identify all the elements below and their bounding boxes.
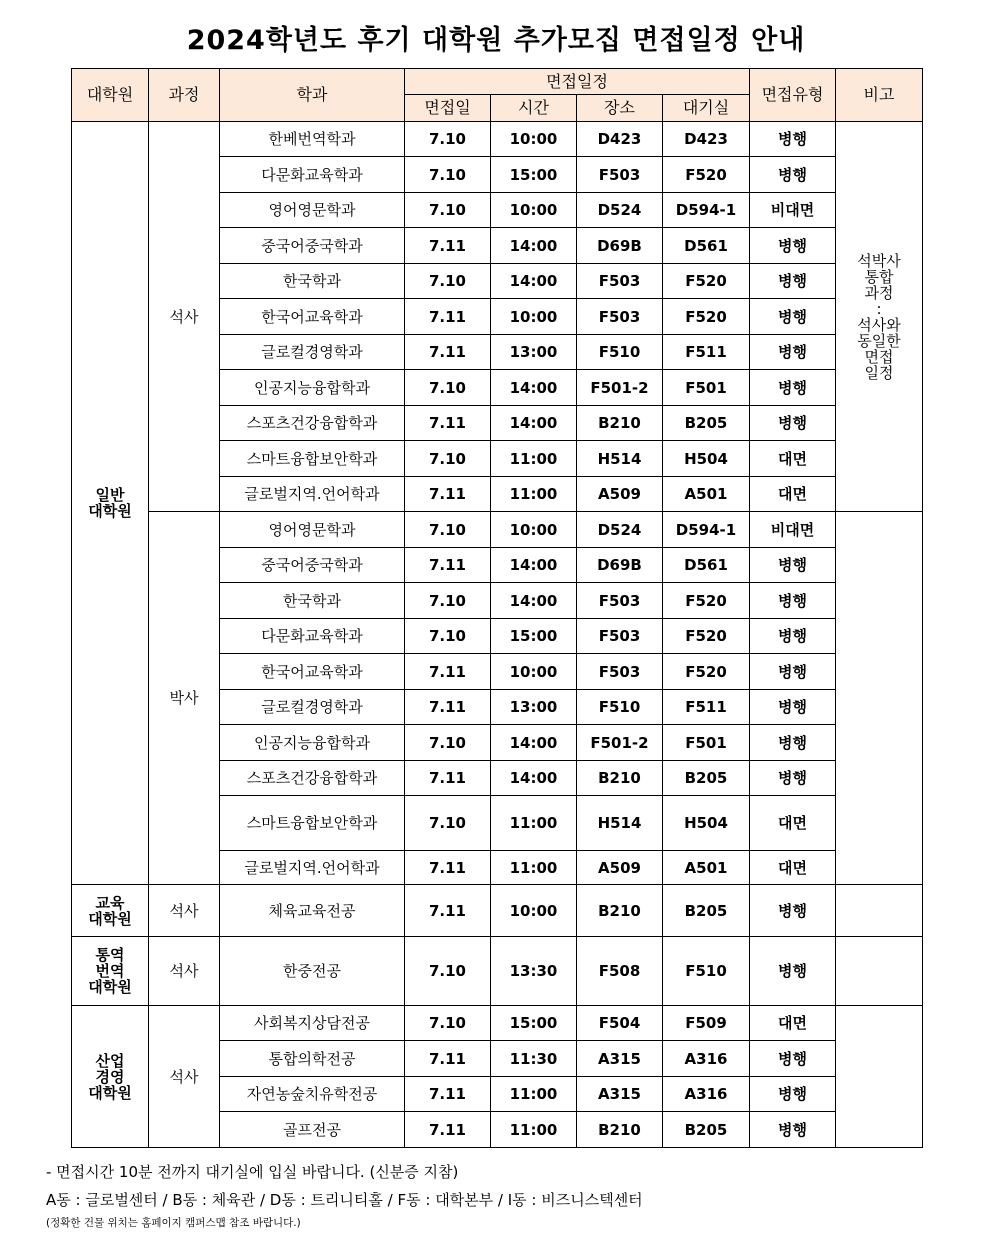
time-cell: 11:00 [491, 477, 577, 512]
interview-type-cell: 병행 [750, 548, 836, 583]
date-cell: 7.11 [405, 851, 491, 885]
waiting-room-cell: F520 [663, 299, 750, 335]
time-cell: 10:00 [491, 122, 577, 157]
footer-building-legend: A동 : 글로벌센터 / B동 : 체육관 / D동 : 트리니티홀 / F동 : 대학본부 / I동 : 비즈니스텍센터 [46, 1191, 643, 1209]
interview-type-cell: 병행 [750, 122, 836, 157]
waiting-room-cell: B205 [663, 885, 750, 937]
date-cell: 7.11 [405, 761, 491, 796]
time-cell: 11:00 [491, 441, 577, 477]
note-interpretation [836, 937, 923, 1006]
dept-cell: 인공지능융합학과 [220, 725, 405, 761]
waiting-room-cell: D594-1 [663, 193, 750, 228]
waiting-room-cell: D561 [663, 548, 750, 583]
page-title: 2024학년도 후기 대학원 추가모집 면접일정 안내 [186, 25, 806, 56]
time-cell: 10:00 [491, 299, 577, 335]
time-cell: 10:00 [491, 193, 577, 228]
time-cell: 14:00 [491, 406, 577, 441]
footer-note-checkin: - 면접시간 10분 전까지 대기실에 입실 바랍니다. (신분증 지참) [46, 1163, 459, 1181]
interview-type-cell: 병행 [750, 761, 836, 796]
time-cell: 13:00 [491, 690, 577, 725]
date-cell: 7.10 [405, 583, 491, 619]
time-cell: 14:00 [491, 583, 577, 619]
date-cell: 7.11 [405, 299, 491, 335]
dept-cell: 다문화교육학과 [220, 619, 405, 654]
place-cell: B210 [577, 885, 663, 937]
place-cell: B210 [577, 406, 663, 441]
date-cell: 7.11 [405, 1077, 491, 1112]
waiting-room-cell: B205 [663, 406, 750, 441]
grad-school-education: 교육 대학원 [72, 885, 149, 937]
time-cell: 13:00 [491, 335, 577, 370]
interview-type-cell: 병행 [750, 370, 836, 406]
interview-type-cell: 병행 [750, 583, 836, 619]
waiting-room-cell: F520 [663, 157, 750, 193]
time-cell: 14:00 [491, 228, 577, 264]
place-cell: F510 [577, 335, 663, 370]
time-cell: 14:00 [491, 725, 577, 761]
course-education-master: 석사 [149, 885, 220, 937]
waiting-room-cell: F511 [663, 690, 750, 725]
date-cell: 7.10 [405, 512, 491, 548]
waiting-room-cell: F509 [663, 1006, 750, 1041]
dept-cell: 한국어교육학과 [220, 654, 405, 690]
place-cell: F508 [577, 937, 663, 1006]
time-cell: 14:00 [491, 548, 577, 583]
interview-type-cell: 병행 [750, 264, 836, 299]
time-cell: 15:00 [491, 157, 577, 193]
interview-type-cell: 병행 [750, 299, 836, 335]
dept-cell: 한국어교육학과 [220, 299, 405, 335]
dept-cell: 글로벌지역.언어학과 [220, 477, 405, 512]
time-cell: 11:00 [491, 851, 577, 885]
waiting-room-cell: H504 [663, 441, 750, 477]
interview-type-cell: 병행 [750, 885, 836, 937]
dept-cell: 통합의학전공 [220, 1041, 405, 1077]
interview-type-cell: 대면 [750, 1006, 836, 1041]
footer-campus-map-note: (정확한 건물 위치는 홈페이지 캠퍼스맵 참조 바랍니다.) [46, 1217, 301, 1229]
course-industry-master: 석사 [149, 1006, 220, 1148]
place-cell: F503 [577, 654, 663, 690]
interview-type-cell: 병행 [750, 406, 836, 441]
header-time: 시간 [491, 95, 577, 122]
header-date: 면접일 [405, 95, 491, 122]
place-cell: F501-2 [577, 370, 663, 406]
time-cell: 10:00 [491, 512, 577, 548]
interview-type-cell: 병행 [750, 619, 836, 654]
date-cell: 7.10 [405, 725, 491, 761]
place-cell: F504 [577, 1006, 663, 1041]
note-general-master: 석박사 통합 과정 : 석사와 동일한 면접 일정 [836, 122, 923, 512]
time-cell: 15:00 [491, 1006, 577, 1041]
date-cell: 7.11 [405, 477, 491, 512]
place-cell: D524 [577, 512, 663, 548]
date-cell: 7.10 [405, 796, 491, 851]
place-cell: A315 [577, 1041, 663, 1077]
dept-cell: 스포츠건강융합학과 [220, 761, 405, 796]
interview-type-cell: 비대면 [750, 193, 836, 228]
dept-cell: 체육교육전공 [220, 885, 405, 937]
date-cell: 7.10 [405, 157, 491, 193]
interview-type-cell: 병행 [750, 937, 836, 1006]
waiting-room-cell: F520 [663, 583, 750, 619]
grad-school-interpretation: 통역 번역 대학원 [72, 937, 149, 1006]
place-cell: B210 [577, 1112, 663, 1148]
date-cell: 7.11 [405, 548, 491, 583]
time-cell: 11:30 [491, 1041, 577, 1077]
waiting-room-cell: A501 [663, 851, 750, 885]
time-cell: 14:00 [491, 370, 577, 406]
place-cell: F510 [577, 690, 663, 725]
dept-cell: 글로컬경영학과 [220, 690, 405, 725]
dept-cell: 다문화교육학과 [220, 157, 405, 193]
place-cell: A509 [577, 477, 663, 512]
dept-cell: 중국어중국학과 [220, 228, 405, 264]
table-row [72, 885, 923, 937]
note-industry [836, 1006, 923, 1148]
place-cell: A315 [577, 1077, 663, 1112]
place-cell: D423 [577, 122, 663, 157]
date-cell: 7.10 [405, 441, 491, 477]
dept-cell: 글로벌지역.언어학과 [220, 851, 405, 885]
date-cell: 7.11 [405, 228, 491, 264]
date-cell: 7.10 [405, 193, 491, 228]
dept-cell: 자연농숲치유학전공 [220, 1077, 405, 1112]
interview-type-cell: 대면 [750, 477, 836, 512]
date-cell: 7.10 [405, 122, 491, 157]
dept-cell: 한베번역학과 [220, 122, 405, 157]
place-cell: D69B [577, 228, 663, 264]
header-grad-school: 대학원 [72, 69, 149, 122]
dept-cell: 한국학과 [220, 583, 405, 619]
time-cell: 13:30 [491, 937, 577, 1006]
date-cell: 7.11 [405, 1112, 491, 1148]
dept-cell: 영어영문학과 [220, 193, 405, 228]
date-cell: 7.11 [405, 690, 491, 725]
dept-cell: 글로컬경영학과 [220, 335, 405, 370]
waiting-room-cell: F520 [663, 654, 750, 690]
time-cell: 11:00 [491, 1077, 577, 1112]
waiting-room-cell: F520 [663, 619, 750, 654]
time-cell: 10:00 [491, 885, 577, 937]
waiting-room-cell: F510 [663, 937, 750, 1006]
interview-type-cell: 대면 [750, 796, 836, 851]
interview-type-cell: 병행 [750, 1077, 836, 1112]
dept-cell: 스포츠건강융합학과 [220, 406, 405, 441]
interview-type-cell: 병행 [750, 725, 836, 761]
place-cell: A509 [577, 851, 663, 885]
date-cell: 7.10 [405, 264, 491, 299]
header-schedule-group: 면접일정 [405, 69, 750, 95]
dept-cell: 스마트융합보안학과 [220, 796, 405, 851]
interview-type-cell: 병행 [750, 228, 836, 264]
table-row [72, 512, 923, 548]
time-cell: 10:00 [491, 654, 577, 690]
waiting-room-cell: A501 [663, 477, 750, 512]
table-row [72, 1006, 923, 1041]
time-cell: 11:00 [491, 1112, 577, 1148]
place-cell: F503 [577, 264, 663, 299]
header-dept: 학과 [220, 69, 405, 122]
table-row [72, 122, 923, 157]
time-cell: 14:00 [491, 264, 577, 299]
grad-school-general: 일반 대학원 [72, 122, 149, 885]
header-course: 과정 [149, 69, 220, 122]
place-cell: B210 [577, 761, 663, 796]
waiting-room-cell: D423 [663, 122, 750, 157]
interview-type-cell: 대면 [750, 851, 836, 885]
header-place: 장소 [577, 95, 663, 122]
header-type: 면접유형 [750, 69, 836, 122]
header-note: 비고 [836, 69, 923, 122]
place-cell: F503 [577, 157, 663, 193]
date-cell: 7.10 [405, 370, 491, 406]
waiting-room-cell: F501 [663, 725, 750, 761]
interview-type-cell: 병행 [750, 335, 836, 370]
waiting-room-cell: F511 [663, 335, 750, 370]
place-cell: F503 [577, 299, 663, 335]
waiting-room-cell: A316 [663, 1041, 750, 1077]
date-cell: 7.11 [405, 1041, 491, 1077]
interview-type-cell: 병행 [750, 1112, 836, 1148]
waiting-room-cell: H504 [663, 796, 750, 851]
date-cell: 7.11 [405, 335, 491, 370]
table-row [72, 937, 923, 1006]
course-general-doctor: 박사 [149, 512, 220, 885]
interview-type-cell: 대면 [750, 441, 836, 477]
place-cell: F503 [577, 619, 663, 654]
interview-type-cell: 병행 [750, 157, 836, 193]
interview-type-cell: 비대면 [750, 512, 836, 548]
place-cell: D524 [577, 193, 663, 228]
note-general-doctor [836, 512, 923, 885]
date-cell: 7.10 [405, 1006, 491, 1041]
time-cell: 15:00 [491, 619, 577, 654]
place-cell: D69B [577, 548, 663, 583]
dept-cell: 한국학과 [220, 264, 405, 299]
waiting-room-cell: F501 [663, 370, 750, 406]
interview-type-cell: 병행 [750, 654, 836, 690]
date-cell: 7.11 [405, 885, 491, 937]
place-cell: H514 [577, 796, 663, 851]
place-cell: H514 [577, 441, 663, 477]
dept-cell: 골프전공 [220, 1112, 405, 1148]
place-cell: F503 [577, 583, 663, 619]
waiting-room-cell: D561 [663, 228, 750, 264]
dept-cell: 인공지능융합학과 [220, 370, 405, 406]
time-cell: 11:00 [491, 796, 577, 851]
waiting-room-cell: B205 [663, 761, 750, 796]
dept-cell: 스마트융합보안학과 [220, 441, 405, 477]
grad-school-industry: 산업 경영 대학원 [72, 1006, 149, 1148]
waiting-room-cell: D594-1 [663, 512, 750, 548]
date-cell: 7.10 [405, 937, 491, 1006]
course-interpretation-master: 석사 [149, 937, 220, 1006]
course-general-master: 석사 [149, 122, 220, 512]
date-cell: 7.11 [405, 654, 491, 690]
dept-cell: 사회복지상담전공 [220, 1006, 405, 1041]
interview-type-cell: 병행 [750, 690, 836, 725]
waiting-room-cell: F520 [663, 264, 750, 299]
dept-cell: 중국어중국학과 [220, 548, 405, 583]
waiting-room-cell: A316 [663, 1077, 750, 1112]
header-waiting: 대기실 [663, 95, 750, 122]
place-cell: F501-2 [577, 725, 663, 761]
dept-cell: 영어영문학과 [220, 512, 405, 548]
time-cell: 14:00 [491, 761, 577, 796]
dept-cell: 한중전공 [220, 937, 405, 1006]
waiting-room-cell: B205 [663, 1112, 750, 1148]
note-education [836, 885, 923, 937]
interview-schedule-table [71, 68, 923, 1148]
date-cell: 7.10 [405, 619, 491, 654]
interview-type-cell: 병행 [750, 1041, 836, 1077]
date-cell: 7.11 [405, 406, 491, 441]
